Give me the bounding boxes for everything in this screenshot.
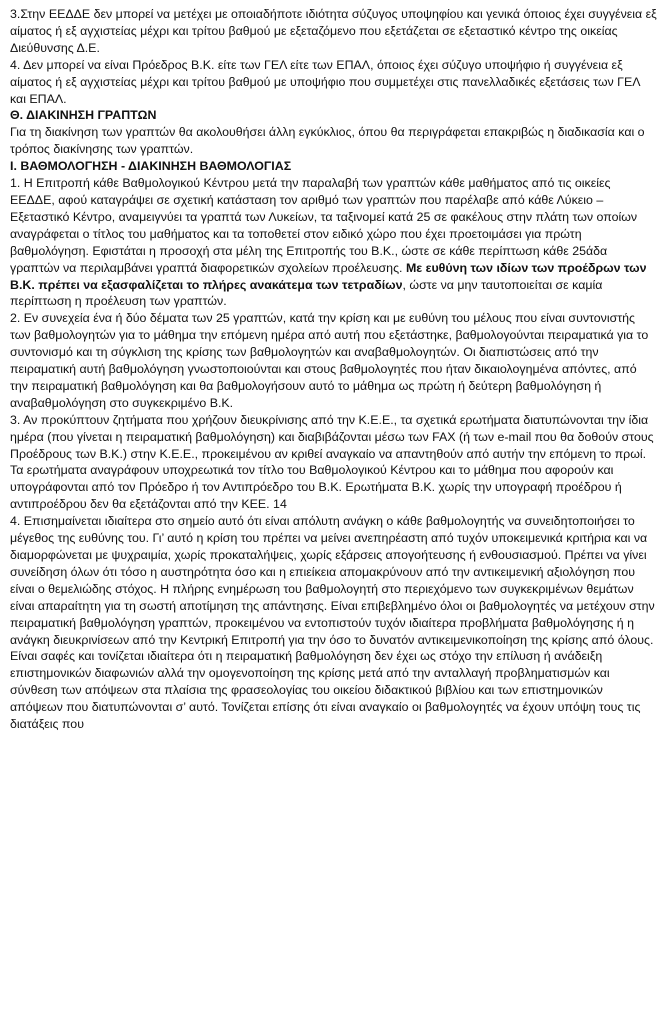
paragraph-4-president: 4. Δεν μπορεί να είναι Πρόεδρος Β.Κ. είτε των ΓΕΛ είτε των ΕΠΑΛ, όποιος έχει σύζυγο υποψήφιο ή συγγένεια εξ αίματος ή εξ αγχιστείας μέχρι και τρίτου βαθμού με υποψήφιο που συμμετέχει στις πανελλαδικές εξετάσεις των ΓΕΛ και ΕΠΑΛ.	[10, 57, 640, 106]
paragraph-1-bold-text: Με ευθύνη των ιδίων των προέδρων των Β.Κ. πρέπει να εξασφαλίζεται το πλήρες ανακάτεμα των τετραδίων	[10, 260, 647, 292]
paragraph-1-text-a: 1. Η Επιτροπή κάθε Βαθμολογικού Κέντρου μετά την παραλαβή των γραπτών κάθε μαθήματος από τις οικείες ΕΕΔΔΕ, αφού καταγράψει σε σχετική κατάσταση τον αριθμό των γραπτών που παρέλαβε από κάθε Λύκειο – Εξεταστικό Κέντρο, αναμειγνύει τα γραπτά των Λυκείων, τα ταξινομεί κατά 25 σε φακέλους στην πλάτη των οποίων αναγράφεται ο τίτλος του μαθήματος και τα τοποθετεί στον ειδικό χώρο που έχει προετοιμάσει για πρώτη βαθμολόγηση. Εφιστάται η προσοχή στα μέλη της Επιτροπής του Β.Κ., ώστε σε κάθε περίπτωση κάθε 25άδα γραπτών να περιλαμβάνει γραπτά διαφορετικών σχολείων προέλευσης.	[10, 176, 638, 275]
paragraph-4-responsibility: 4. Επισημαίνεται ιδιαίτερα στο σημείο αυτό ότι είναι απόλυτη ανάγκη ο κάθε βαθμολογητής να συνειδητοποιήσει το μέγεθος της ευθύνης του. Γι’ αυτό η κρίση του πρέπει να μείνει ανεπηρέαστη από τυχόν υποκειμενικά κριτήρια και να διαμορφώνεται με ψυχραιμία, χωρίς προκαταλήψεις, χωρίς εξάρσεις απογοήτευσης ή ενθουσιασμού. Πρέπει να γίνει συνείδηση όλων ότι τόσο η αυστηρότητα όσο και η επιείκεια απομακρύνουν από την αντικειμενική αξιολόγηση που είναι ο θεμελιώδης στόχος. Η πλήρης ενημέρωση του βαθμολογητή στο περιεχόμενο των συγκεκριμένων θεμάτων είναι απαραίτητη για τη σωστή αποτίμηση της απάντησης. Είναι επιβεβλημένο όλοι οι βαθμολογητές να μετέχουν στην πειραματική βαθμολόγηση γραπτών, προκειμένου να εντοπιστούν τυχόν ιδιαίτερα προβλήματα βαθμολόγησης ή η ανάγκη διευκρινίσεων από την Κεντρική Επιτροπή για την όσο το δυνατόν αντικειμενικοποίηση της κρίσης από όλους. Είναι σαφές και τονίζεται ιδιαίτερα ότι η πειραματική βαθμολόγηση δεν έχει ως στόχο την επίλυση ή ανάδειξη επιστημονικών διαφωνιών αλλά την ομογενοποίηση της κρίσης μετά από την ανταλλαγή προβληματισμών και σύνθεση των απόψεων στα πλαίσια της φρασεολογίας του οικείου διδακτικού βιβλίου και των επιστημονικών απόψεων που διατυπώνονται σ’ αυτό. Τονίζεται επίσης ότι είναι αναγκαίο οι βαθμολογητές να έχουν υπόψη τους τις διατάξεις που	[10, 514, 655, 732]
paragraph-distribution: Για τη διακίνηση των γραπτών θα ακολουθήσει άλλη εγκύκλιος, όπου θα περιγράφεται επακριβώς η διαδικασία και ο τρόπος διακίνησης των γραπτών.	[10, 125, 645, 157]
paragraph-3-questions: 3. Αν προκύπτουν ζητήματα που χρήζουν διευκρίνισης από την Κ.Ε.Ε., τα σχετικά ερωτήματα διατυπώνονται την ίδια ημέρα (που γίνεται η πειραματική βαθμολόγηση) και διαβιβάζονται μέσω των FAX (ή των e-mail που θα δοθούν στους Προέδρους των Β.Κ.) στην Κ.Ε.Ε., προκειμένου αν κριθεί αναγκαίο να απαντηθούν από αυτήν την επόμενη το πρωί. Τα ερωτήματα αναγράφουν υποχρεωτικά τον τίτλο του Βαθμολογικού Κέντρου και το μάθημα που αφορούν και υπογράφονται από τον Πρόεδρο ή τον Αντιπρόεδρο του Β.Κ. Ερωτήματα Β.Κ. χωρίς την υπογραφή προέδρου ή αντιπροέδρου δεν θα εξετάζονται από την ΚΕΕ. 14	[10, 412, 654, 512]
section-heading-iota: Ι. ΒΑΘΜΟΛΟΓΗΣΗ - ΔΙΑΚΙΝΗΣΗ ΒΑΘΜΟΛΟΓΙΑΣ	[10, 159, 292, 174]
paragraph-3-eeddе-spouse: 3.Στην ΕΕΔΔΕ δεν μπορεί να μετέχει με οποιαδήποτε ιδιότητα σύζυγος υποψηφίου και γενικά όποιος έχει συγγένεια εξ αίματος ή εξ αγχιστείας μέχρι και τρίτου βαθμού με εξεταζόμενο που εξετάζεται σε εξεταστικό κέντρο της οικείας Διεύθυνσης Δ.Ε.	[10, 7, 657, 55]
paragraph-1-text-b: , ώστε να μην ταυτοποιείται σε καμία περίπτωση η προέλευση των γραπτών.	[10, 277, 603, 309]
paragraph-2-experimental: 2. Εν συνεχεία ένα ή δύο δέματα των 25 γραπτών, κατά την κρίση και με ευθύνη του μέλους που είναι συντονιστής των βαθμολογητών για το μάθημα την επόμενη ημέρα από αυτή που εξετάστηκε, βαθμολογούνται πειραματικά για το συντονισμό και τη σύγκλιση της κρίσης των βαθμολογητών και αναβαθμολογητών. Οι διαπιστώσεις από την πειραματική αυτή βαθμολόγηση γνωστοποιούνται και στους βαθμολογητές που ήταν δικαιολογημένα απόντες, από την πειραματική βαθμολόγηση και θα βαθμολογήσουν αυτό το μάθημα ως πρώτη ή δεύτερη βαθμολόγηση ή αναβαθμολόγηση στο συγκεκριμένο Β.Κ.	[10, 311, 649, 410]
section-heading-theta: Θ. ΔΙΑΚΙΝΗΣΗ ΓΡΑΠΤΩΝ	[10, 108, 157, 123]
paragraph-1-grading	[10, 175, 657, 310]
